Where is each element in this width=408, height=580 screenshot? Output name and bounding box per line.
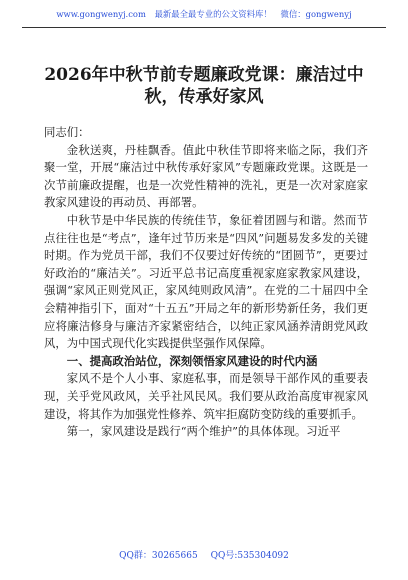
salutation: 同志们：: [44, 125, 90, 139]
site-slogan: 最新最全最专业的公文资料库！: [154, 9, 272, 19]
site-url-link[interactable]: www.gongwenyj.com: [56, 9, 146, 19]
qq-number: QQ号:535304092: [210, 551, 289, 561]
section-heading: 一、提高政治站位，深刻领悟家风建设的时代内涵: [66, 353, 318, 368]
title-line-1: 2026年中秋节前专题廉政党课：廉洁过中: [44, 65, 364, 85]
page-footer: [0, 548, 408, 561]
document-body: [44, 124, 368, 441]
qq-group: QQ群：30265665: [119, 551, 198, 561]
section-paragraph: 第一，家风建设是践行“两个维护”的具体体现。习近平: [66, 424, 341, 439]
header-divider: [22, 27, 386, 28]
title-line-2: 秋，传承好家风: [144, 87, 264, 107]
site-header: [0, 8, 408, 22]
wechat-id: 微信：gongwenyj: [280, 9, 352, 19]
section-paragraph: 家风不是个人小事、家庭私事，而是领导干部作风的重要表现，关乎党风政风，关乎社风民风。我们要从政治高度审视家风建设，将其作为加强党性修养、筑牢拒腐防变防线的重要抓手。: [44, 371, 368, 421]
document-title: [30, 64, 378, 108]
paragraph-opening: 金秋送爽，丹桂飘香。值此中秋佳节即将来临之际，我们齐聚一堂，开展“廉洁过中秋传承好家风”专题廉政党课。这既是一次节前廉政提醒，也是一次党性精神的洗礼，更是一次对家庭家教家风建设的再动员、再部署。: [44, 142, 368, 210]
paragraph-context: 中秋节是中华民族的传统佳节，象征着团圆与和谐。然而节点往往也是“考点”，逢年过节历来是“四风”问题易发多发的关键时期。作为党员干部，我们不仅要过好传统的“团圆节”，更要过好政治的“廉洁关”。习近平总书记高度重视家庭家教家风建设，强调“家风正则党风正，家风纯则政风清”。在党的二十届四中全会精神指引下，面对“十五五”开局之年的新形势新任务，我们更应将廉洁修身与廉洁齐家紧密结合，以纯正家风涵养清朗党风政风，为中国式现代化实践提供坚强作风保障。: [44, 212, 368, 351]
